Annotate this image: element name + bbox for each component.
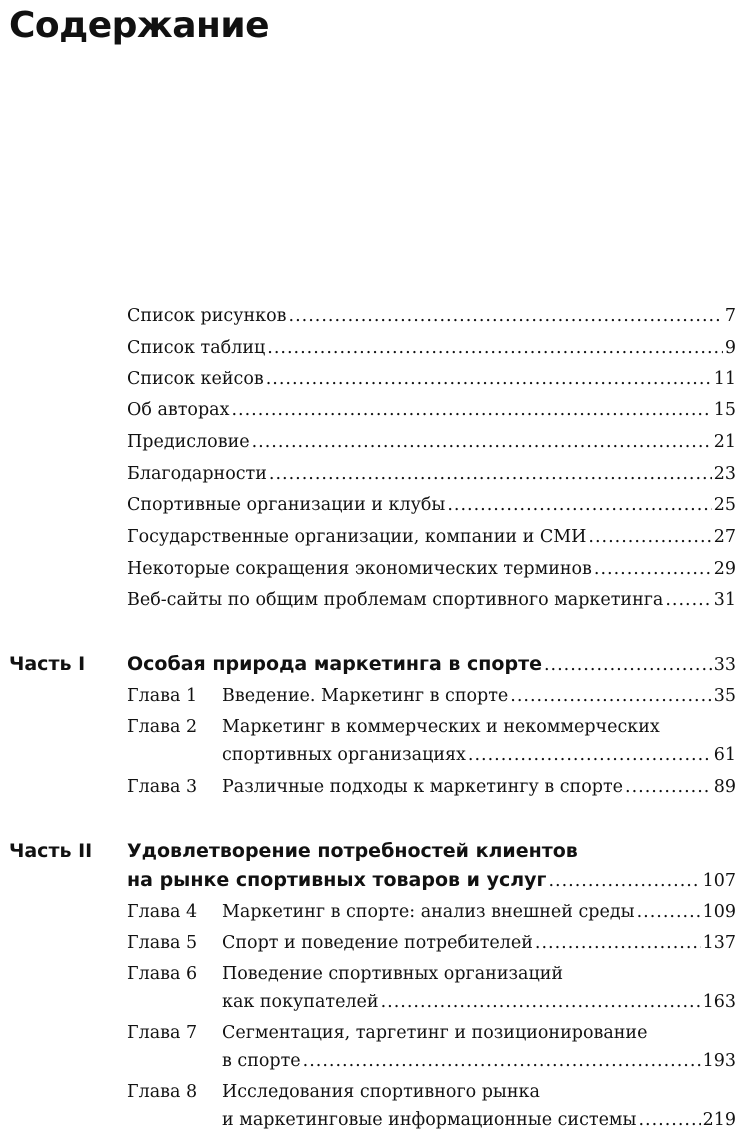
leader-dots [468, 745, 712, 765]
chapter-title: Введение. Маркетинг в спорте [222, 686, 509, 706]
chapter-label: Глава 6 [127, 964, 198, 984]
chapter-title-cont: спортивных организациях [222, 745, 466, 765]
toc-entry[interactable] [127, 338, 736, 362]
chapter-entry[interactable] [222, 1051, 736, 1071]
leader-dots [266, 369, 712, 389]
leader-dots [381, 992, 701, 1012]
toc-entry-page: 27 [713, 527, 736, 547]
chapter-entry[interactable] [222, 1110, 736, 1130]
toc-entry[interactable] [127, 306, 736, 330]
part-title-entry[interactable] [127, 653, 736, 675]
chapter-entry[interactable] [222, 933, 736, 953]
leader-dots [510, 686, 711, 706]
chapter-page: 61 [713, 745, 736, 765]
toc-entry-title: Некоторые сокращения экономических терминов [127, 559, 592, 579]
toc-entry-page: 31 [713, 590, 736, 610]
chapter-entry[interactable] [222, 992, 736, 1012]
chapter-title-cont: как покупателей [222, 992, 379, 1012]
toc-entry-title: Благодарности [127, 464, 267, 484]
chapter-page: 137 [702, 933, 736, 953]
leader-dots [303, 1051, 701, 1071]
toc-entry-title: Список кейсов [127, 369, 264, 389]
leader-dots [269, 464, 712, 484]
chapter-page: 89 [713, 777, 736, 797]
toc-entry[interactable] [127, 559, 736, 583]
part-label: Часть I [9, 653, 86, 675]
toc-entry-page: 9 [724, 338, 736, 358]
toc-entry-page: 23 [713, 464, 736, 484]
part-label: Часть II [9, 840, 93, 862]
leader-dots [588, 527, 711, 547]
leader-dots [625, 777, 712, 797]
toc-entry-page: 11 [713, 369, 736, 389]
toc-entry-page: 7 [724, 306, 736, 326]
chapter-title: Маркетинг в спорте: анализ внешней среды [222, 902, 635, 922]
leader-dots [637, 902, 701, 922]
chapter-label: Глава 2 [127, 717, 198, 737]
leader-dots [535, 933, 701, 953]
part-title: Особая природа маркетинга в спорте [127, 653, 542, 675]
chapter-page: 193 [702, 1051, 736, 1071]
chapter-page: 35 [713, 686, 736, 706]
part-title-entry[interactable] [127, 869, 736, 891]
chapter-entry[interactable] [222, 902, 736, 922]
chapter-label: Глава 7 [127, 1023, 198, 1043]
leader-dots [267, 338, 723, 358]
toc-entry-title: Предисловие [127, 432, 250, 452]
leader-dots [252, 432, 712, 452]
chapter-title-cont: в спорте [222, 1051, 301, 1071]
toc-entry-title: Об авторах [127, 400, 230, 420]
chapter-label: Глава 1 [127, 686, 198, 706]
part-title-cont: на рынке спортивных товаров и услуг [127, 869, 547, 891]
chapter-entry[interactable] [222, 686, 736, 706]
part-page: 107 [702, 871, 736, 891]
toc-entry-page: 29 [713, 559, 736, 579]
chapter-entry[interactable] [222, 777, 736, 797]
chapter-label: Глава 8 [127, 1082, 198, 1102]
leader-dots [231, 400, 711, 420]
chapter-label: Глава 5 [127, 933, 198, 953]
leader-dots [289, 306, 723, 326]
toc-entry[interactable] [127, 432, 736, 456]
toc-entry[interactable] [127, 400, 736, 424]
toc-entry[interactable] [127, 495, 736, 519]
chapter-title[interactable]: Поведение спортивных организаций [222, 964, 564, 984]
part-page: 33 [713, 655, 736, 675]
chapter-title[interactable]: Маркетинг в коммерческих и некоммерческих [222, 717, 660, 737]
chapter-page: 219 [702, 1110, 736, 1130]
leader-dots [638, 1110, 700, 1130]
leader-dots [548, 871, 700, 891]
chapter-label: Глава 3 [127, 777, 198, 797]
page-title: Содержание [9, 5, 270, 46]
toc-entry-title: Спортивные организации и клубы [127, 495, 446, 515]
toc-entry-page: 25 [713, 495, 736, 515]
chapter-entry[interactable] [222, 745, 736, 765]
chapter-page: 163 [702, 992, 736, 1012]
toc-entry[interactable] [127, 590, 736, 614]
chapter-title: Различные подходы к маркетингу в спорте [222, 777, 623, 797]
chapter-page: 109 [702, 902, 736, 922]
toc-entry[interactable] [127, 464, 736, 488]
toc-entry[interactable] [127, 369, 736, 393]
toc-entry[interactable] [127, 527, 736, 551]
leader-dots [544, 655, 712, 675]
chapter-title[interactable]: Исследования спортивного рынка [222, 1082, 540, 1102]
chapter-title-cont: и маркетинговые информационные системы [222, 1110, 637, 1130]
toc-entry-title: Список таблиц [127, 338, 266, 358]
chapter-title[interactable]: Сегментация, таргетинг и позиционирование [222, 1023, 648, 1043]
toc-entry-page: 15 [713, 400, 736, 420]
toc-entry-title: Государственные организации, компании и СМИ [127, 527, 587, 547]
leader-dots [447, 495, 711, 515]
toc-entry-title: Веб-сайты по общим проблемам спортивного маркетинга [127, 590, 664, 610]
chapter-title: Спорт и поведение потребителей [222, 933, 533, 953]
chapter-label: Глава 4 [127, 902, 198, 922]
part-title[interactable]: Удовлетворение потребностей клиентов [127, 840, 578, 862]
toc-entry-page: 21 [713, 432, 736, 452]
leader-dots [665, 590, 711, 610]
leader-dots [594, 559, 712, 579]
toc-entry-title: Список рисунков [127, 306, 287, 326]
